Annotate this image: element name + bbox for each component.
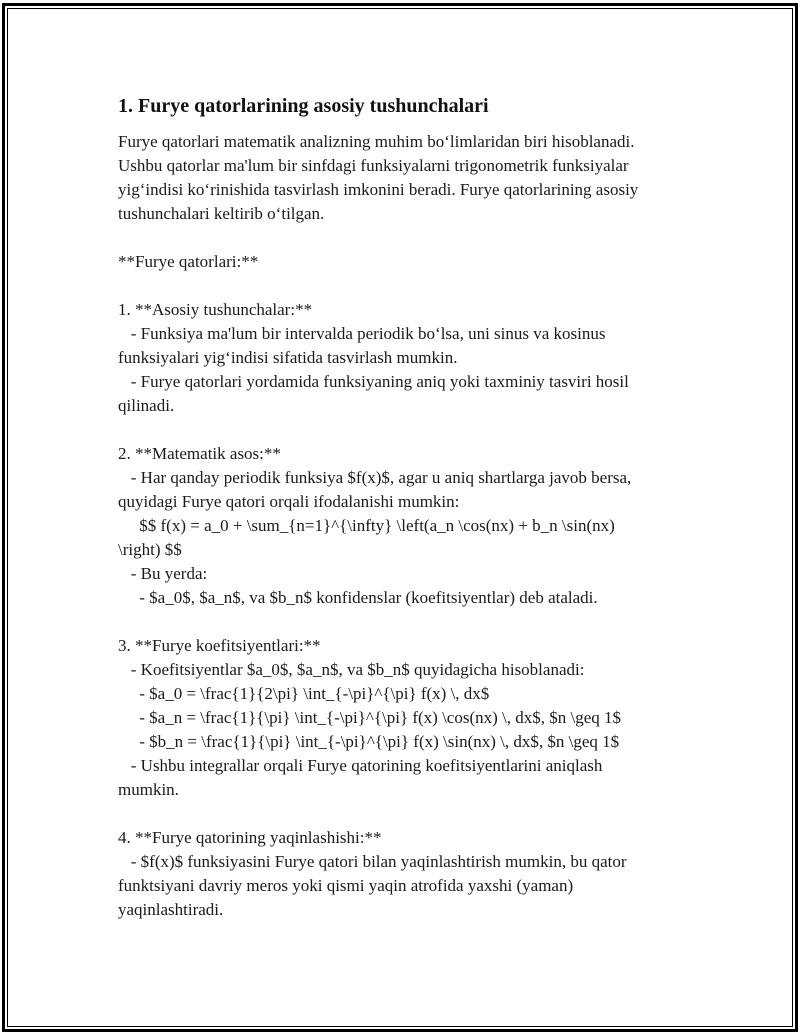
text-line: $$ f(x) = a_0 + \sum_{n=1}^{\infty} \left(a_n \cos(nx) + b_n \sin(nx) — [118, 516, 615, 535]
text-line: 3. **Furye koefitsiyentlari:** — [118, 636, 321, 655]
text-line: - Funksiya ma'lum bir intervalda periodik bo‘lsa, uni sinus va kosinus — [118, 324, 606, 343]
blank-line — [118, 802, 698, 826]
text-line: qilinadi. — [118, 396, 175, 415]
text-line: - Furye qatorlari yordamida funksiyaning aniq yoki taxminiy tasviri hosil — [118, 372, 629, 391]
text-line: Furye qatorlari matematik analizning muhim bo‘limlaridan biri hisoblanadi. — [118, 132, 635, 151]
text-line: yig‘indisi ko‘rinishida tasvirlash imkonini beradi. Furye qatorlarining asosiy — [118, 180, 639, 199]
text-line: - Ushbu integrallar orqali Furye qatorining koefitsiyentlarini aniqlash — [118, 756, 603, 775]
text-line: funktsiyani davriy meros yoki qismi yaqin atrofida yaxshi (yaman) — [118, 876, 574, 895]
text-line: - Bu yerda: — [118, 564, 208, 583]
document-title: 1. Furye qatorlarining asosiy tushunchalari — [118, 95, 489, 117]
text-line: - $a_0 = \frac{1}{2\pi} \int_{-\pi}^{\pi} f(x) \, dx$ — [118, 684, 490, 703]
document-body — [118, 92, 698, 922]
text-line: tushunchalari keltirib o‘tilgan. — [118, 204, 325, 223]
text-line: 4. **Furye qatorining yaqinlashishi:** — [118, 828, 382, 847]
text-line: 1. **Asosiy tushunchalar:** — [118, 300, 313, 319]
text-line: \right) $$ — [118, 540, 182, 559]
blank-line — [118, 226, 698, 250]
blank-line — [118, 610, 698, 634]
text-line: yaqinlashtiradi. — [118, 900, 224, 919]
text-line: - Har qanday periodik funksiya $f(x)$, agar u aniq shartlarga javob bersa, — [118, 468, 632, 487]
text-line: **Furye qatorlari:** — [118, 252, 259, 271]
text-line: 2. **Matematik asos:** — [118, 444, 281, 463]
blank-line — [118, 418, 698, 442]
text-line: - $a_n = \frac{1}{\pi} \int_{-\pi}^{\pi} f(x) \cos(nx) \, dx$, $n \geq 1$ — [118, 708, 622, 727]
text-line: quyidagi Furye qatori orqali ifodalanishi mumkin: — [118, 492, 460, 511]
text-line: - $f(x)$ funksiyasini Furye qatori bilan yaqinlashtirish mumkin, bu qator — [118, 852, 627, 871]
text-line: mumkin. — [118, 780, 179, 799]
text-line: funksiyalari yig‘indisi sifatida tasvirlash mumkin. — [118, 348, 458, 367]
text-line: - Koefitsiyentlar $a_0$, $a_n$, va $b_n$ quyidagicha hisoblanadi: — [118, 660, 585, 679]
text-line: - $b_n = \frac{1}{\pi} \int_{-\pi}^{\pi} f(x) \sin(nx) \, dx$, $n \geq 1$ — [118, 732, 620, 751]
text-line: - $a_0$, $a_n$, va $b_n$ konfidenslar (koefitsiyentlar) deb ataladi. — [118, 588, 598, 607]
text-line: Ushbu qatorlar ma'lum bir sinfdagi funksiyalarni trigonometrik funksiyalar — [118, 156, 629, 175]
document-text — [118, 130, 698, 922]
blank-line — [118, 274, 698, 298]
